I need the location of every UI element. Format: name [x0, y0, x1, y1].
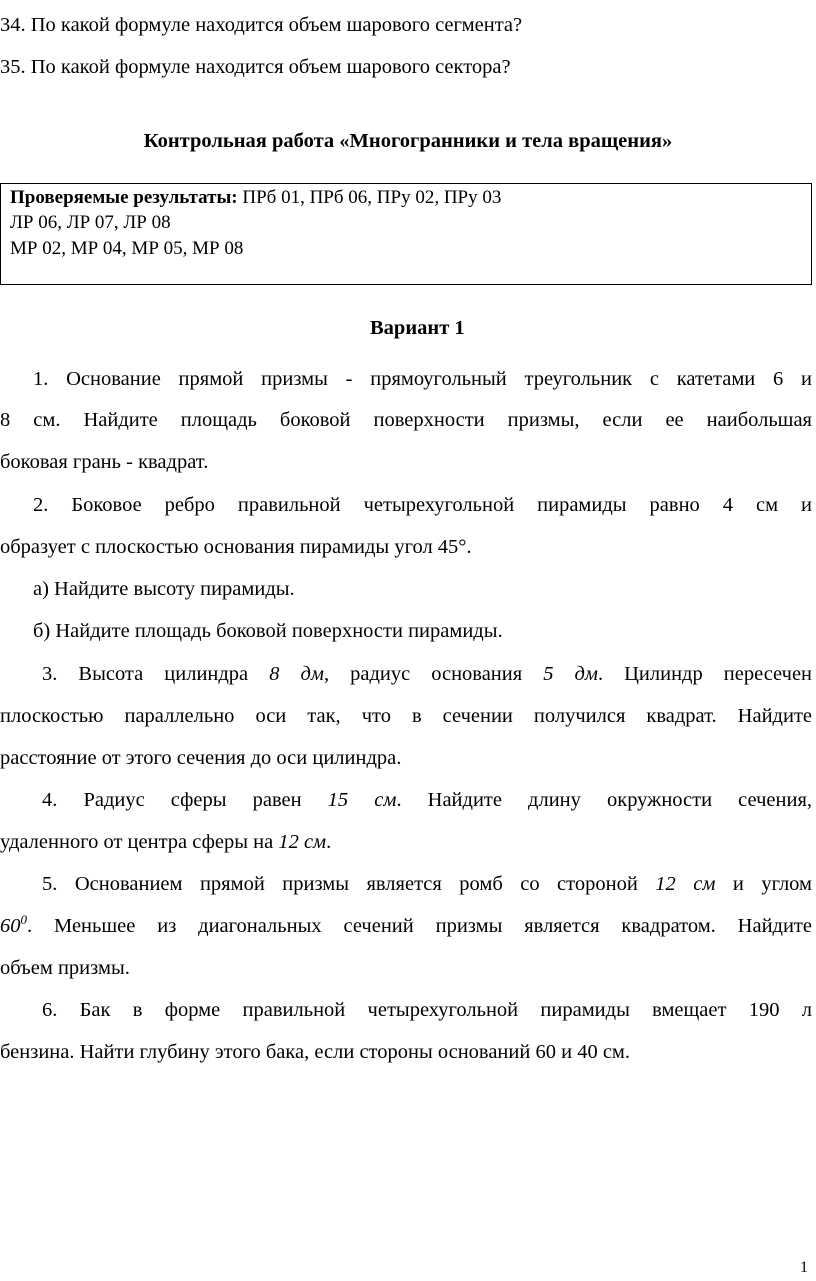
test-title: Контрольная работа «Многогранники и тела вращения» — [143, 130, 673, 152]
question-34: 34. По какой формуле находится объем шарового сегмента? — [0, 14, 523, 36]
task-5-text-d: . Меньшее из диагональных сечений призмы является квадратом. Найдите — [27, 915, 812, 937]
task-5-angle-value: 60 — [0, 915, 21, 937]
task-5-angle-degree: 0 — [20, 912, 27, 927]
task-4-distance: 12 см — [278, 831, 327, 853]
task-4-radius: 15 см — [327, 789, 397, 811]
task-5-text-a: 5. Основанием прямой призмы является ромб со стороной — [42, 873, 638, 895]
task-1-line-2: 8 см. Найдите площадь боковой поверхности призмы, если ее наибольшая — [0, 409, 812, 431]
task-3-height: 8 дм — [269, 663, 324, 685]
task-4-text-c: . Найдите длину окружности сечения, — [396, 789, 812, 811]
task-3-line-2: плоскостью параллельно оси так, что в сечении получился квадрат. Найдите — [0, 705, 812, 727]
variant-title: Вариант 1 — [370, 317, 465, 339]
task-2-part-b: б) Найдите площадь боковой поверхности пирамиды. — [33, 620, 503, 642]
results-label: Проверяемые результаты: — [10, 187, 238, 208]
results-box — [0, 183, 812, 285]
task-5-side: 12 см — [655, 873, 716, 895]
results-line-1 — [10, 188, 501, 207]
question-35: 35. По какой формуле находится объем шарового сектора? — [0, 56, 511, 78]
task-2-part-a: а) Найдите высоту пирамиды. — [33, 578, 295, 600]
task-4-line-2 — [0, 832, 331, 853]
task-5-line-3: объем призмы. — [0, 957, 130, 979]
task-4-text-a: 4. Радиус сферы равен — [42, 789, 302, 811]
task-4-text-d: удаленного от центра сферы на — [0, 831, 274, 853]
task-1-line-1: 1. Основание прямой призмы - прямоугольный треугольник с катетами 6 и — [33, 368, 812, 390]
task-3-line-3: расстояние от этого сечения до оси цилиндра. — [0, 747, 402, 769]
task-5-text-c: и углом — [732, 873, 813, 895]
task-4-line-1 — [42, 790, 812, 811]
task-6-line-1: 6. Бак в форме правильной четырехугольной пирамиды вмещает 190 л — [42, 999, 812, 1021]
page-number: 1 — [800, 1259, 808, 1276]
task-3-text-c: , радиус основания — [323, 663, 523, 685]
task-4-text-f: . — [326, 831, 332, 853]
task-5-line-1 — [42, 874, 812, 895]
results-line-2: ЛР 06, ЛР 07, ЛР 08 — [10, 212, 171, 233]
task-2-line-2: образует с плоскостью основания пирамиды угол 45°. — [0, 536, 472, 558]
task-3-radius: 5 дм — [543, 663, 598, 685]
task-2-line-1: 2. Боковое ребро правильной четырехугольной пирамиды равно 4 см и — [33, 494, 812, 516]
results-prb-codes: ПРб 01, ПРб 06, ПРу 02, ПРу 03 — [237, 187, 502, 208]
task-5-angle — [0, 912, 27, 937]
task-3-text-a: 3. Высота цилиндра — [42, 663, 249, 685]
task-6-line-2: бензина. Найти глубину этого бака, если стороны оснований 60 и 40 см. — [0, 1041, 631, 1063]
task-1-line-3: боковая грань - квадрат. — [0, 451, 209, 473]
task-5-line-2 — [0, 912, 812, 937]
results-line-3: МР 02, МР 04, МР 05, МР 08 — [10, 238, 244, 259]
task-3-line-1 — [42, 664, 812, 685]
task-3-text-e: . Цилиндр пересечен — [597, 663, 813, 685]
